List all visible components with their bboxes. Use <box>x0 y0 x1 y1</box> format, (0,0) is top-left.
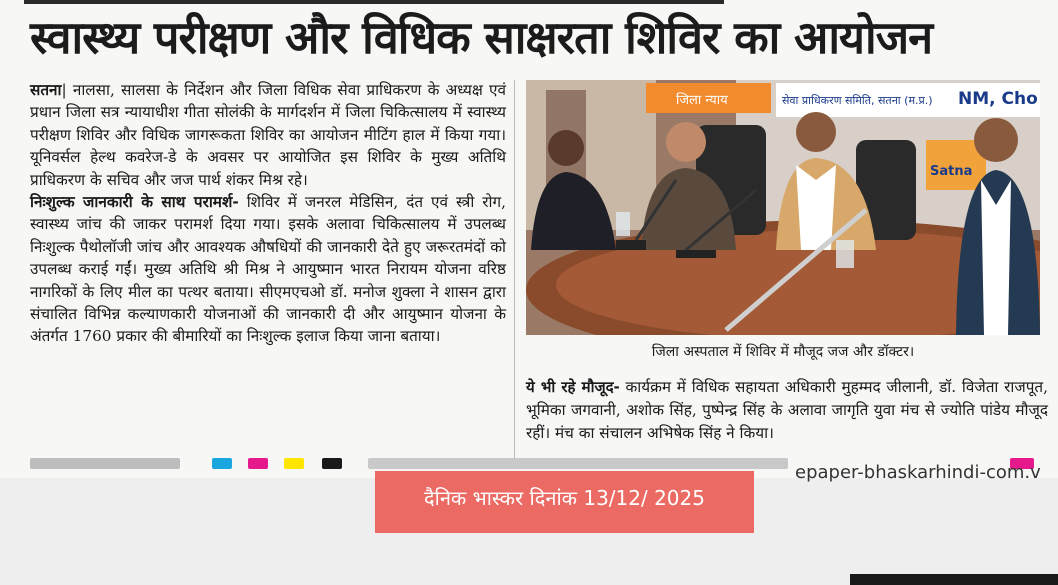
article-left-column <box>30 79 506 348</box>
event-photo <box>526 80 1040 335</box>
banner-text-4: Satna <box>930 164 973 179</box>
date-banner: दैनिक भास्कर दिनांक 13/12/ 2025 <box>375 471 754 533</box>
banner-text-2: सेवा प्राधिकरण समिति, सतना (म.प्र.) <box>782 94 933 107</box>
lead-text: नालसा, सालसा के निर्देशन और जिला विधिक सेवा प्राधिकरण के अध्यक्ष एवं प्रधान जिला सत्र न्यायाधीश गीता सोलंकी के मार्गदर्शन में जिला चिकित्सालय में स्वास्थ्य परीक्षण शिविर और विधिक जागरूकता शिविर का आयोजन मीटिंग हाल में किया गया। यूनिवर्सल हेल्थ कवरेज-डे के अवसर पर आयोजित इस शिविर के मुख्य अतिथि प्राधिकरण के सचिव और जज पार्थ शंकर मिश्र रहे। <box>30 81 506 189</box>
subhead-present: ये भी रहे मौजूद- <box>526 378 620 396</box>
corner-mark <box>850 574 1058 585</box>
headline: स्वास्थ्य परीक्षण और विधिक साक्षरता शिविर का आयोजन <box>30 11 933 64</box>
registration-bar <box>368 458 788 469</box>
yellow-swatch <box>284 458 304 469</box>
meeting-photo-illustration <box>526 80 1040 335</box>
source-watermark: epaper-bhaskarhindi-com.v <box>795 462 1041 483</box>
photo-caption: जिला अस्पताल में शिविर में मौजूद जज और डॉक्टर। <box>651 344 915 360</box>
magenta-swatch <box>248 458 268 469</box>
body-text-1: शिविर में जनरल मेडिसिन, दंत एवं स्त्री रोग, स्वास्थ्य जांच की जाकर परामर्श दिया गया। इसके अलावा चिकित्सालय में उपलब्ध निःशुल्क पैथोलॉजी जांच और आवश्यक औषधियों की जानकारी देते हुए जरूरतमंदों को उपलब्ध कराई गईं। मुख्य अतिथि श्री मिश्र ने आयुष्मान भारत निरायम योजना वरिष्ठ नागरिकों के लिए मील का पत्थर बताया। सीएमएचओ डॉ. मनोज शुक्ला ने शासन द्वारा संचालित विभिन्न कल्याणकारी योजनाओं की जानकारी दी और आयुष्मान योजना के अंतर्गत 1760 प्रकार की बीमारियों का निःशुल्क इलाज किया जाना बताया। <box>30 193 506 346</box>
banner-text-1: जिला न्याय <box>676 93 728 108</box>
subhead-consultation: निःशुल्क जानकारी के साथ परामर्श- <box>30 193 239 212</box>
registration-bar <box>30 458 180 469</box>
article-right-column <box>526 376 1048 445</box>
cyan-swatch <box>212 458 232 469</box>
column-divider <box>514 80 515 458</box>
top-rule <box>24 0 724 4</box>
body-text-2: कार्यक्रम में विधिक सहायता अधिकारी मुहम्मद जीलानी, डॉ. विजेता राजपूत, भूमिका जगवानी, अशोक सिंह, पुष्पेन्द्र सिंह के अलावा जागृति युवा मंच से ज्योति पांडेय मौजूद रहीं। मंच का संचालन अभिषेक सिंह ने किया। <box>526 378 1048 442</box>
black-swatch <box>322 458 342 469</box>
lead-paragraph: सतना| नालसा, सालसा के निर्देशन और जिला विधिक सेवा प्राधिकरण के अध्यक्ष एवं प्रधान जिला सत्र न्यायाधीश गीता सोलंकी के मार्गदर्शन में जिला चिकित्सालय में स्वास्थ्य परीक्षण शिविर और विधिक जागरूकता शिविर का आयोजन मीटिंग हाल में किया गया। यूनिवर्सल हेल्थ कवरेज-डे के अवसर पर आयोजित इस शिविर के मुख्य अतिथि प्राधिकरण के सचिव और जज पार्थ शंकर मिश्र रहे। <box>30 81 506 189</box>
body-paragraph-1 <box>30 191 506 348</box>
banner-text-3: NM, Cho <box>958 89 1038 109</box>
dateline: सतना <box>30 81 62 99</box>
